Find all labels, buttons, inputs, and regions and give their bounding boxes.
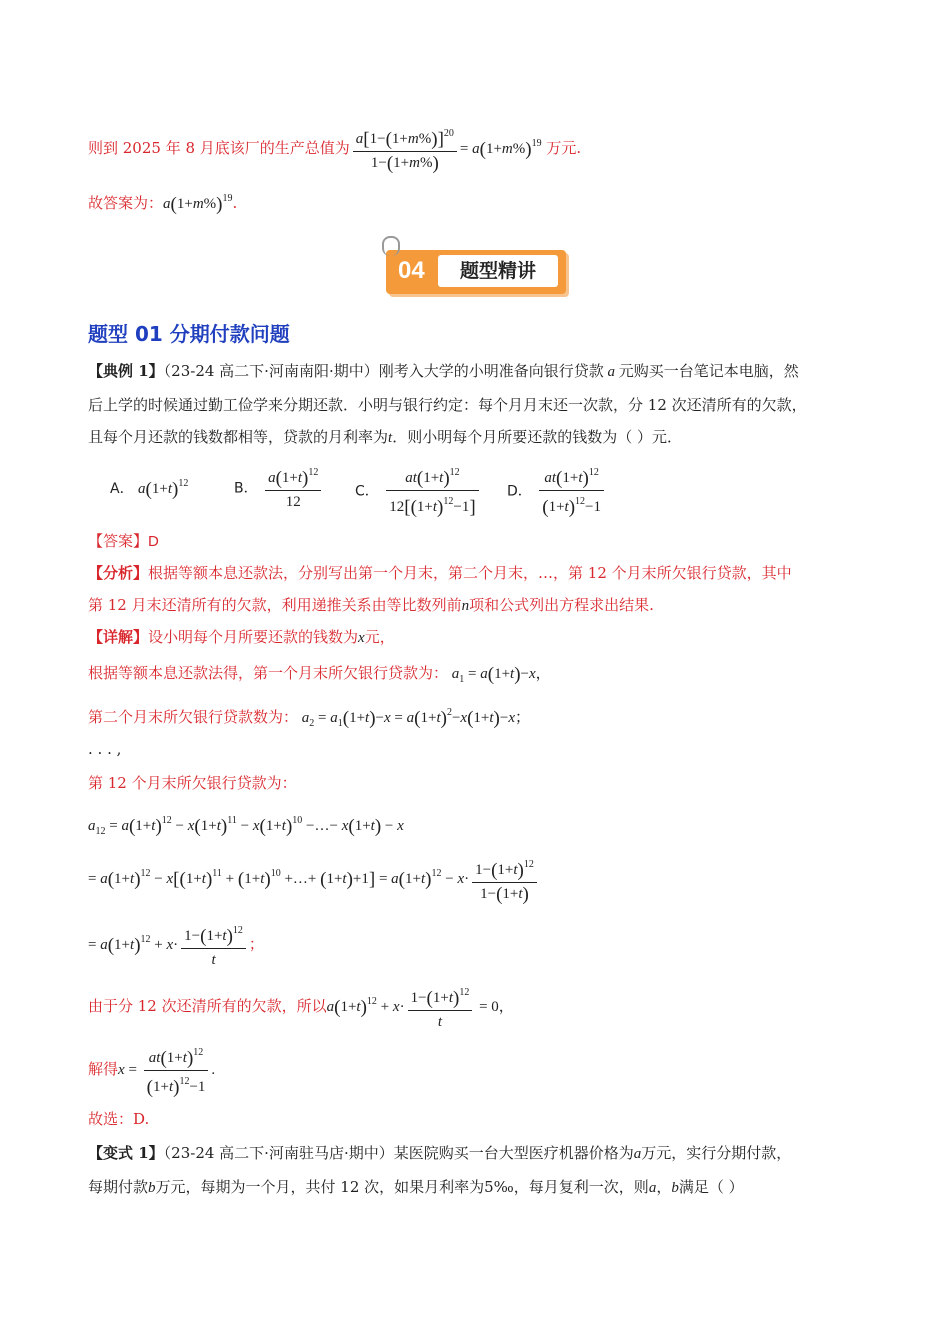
- badge-label: 题型精讲: [438, 255, 558, 287]
- option-c: C． $\frac{at(1+t)^{12}}{12[(1+t)^{12}-1]}$: [355, 462, 482, 519]
- option-a: A． $a(1+t)^{12}$: [110, 478, 189, 500]
- intro-line-1: [88, 120, 862, 175]
- choose-line: 故选：D.: [88, 1110, 150, 1128]
- example-text-3b: ．则小明每个月所要还款的钱数为（ ）元．: [392, 428, 682, 446]
- step-2-line: 第二个月末所欠银行贷款数为： $a_2 = a_1(1+t)-x = a(1+t)^2-x(1+t)-x$；: [88, 707, 531, 729]
- analysis-line-1: [88, 562, 862, 584]
- answer-suffix: .: [232, 194, 238, 212]
- variant-line-2: 每期付款b万元，每期为一个月，共付 12 次，如果月利率为5‰，每月复利一次，则a，b满足（ ）: [88, 1178, 744, 1196]
- analysis-text-2b: 项和公式列出方程求出结果.: [469, 596, 654, 614]
- formula-a12-line-1: $a_{12} = a(1+t)^{12} - x(1+t)^{11} - x(1+t)^{10}$ −…− x(1+t) − x: [88, 815, 404, 837]
- section-badge: [386, 250, 566, 294]
- detail-line-1: 【详解】设小明每个月所要还款的钱数为x元，: [88, 628, 395, 646]
- variant-text-2c: ，: [656, 1178, 672, 1196]
- example-line-2: 后上学的时候通过勤工俭学来分期还款．小明与银行约定：每个月月末还一次款，分 12 次还清所有的欠款，: [88, 396, 807, 414]
- detail-text-1b: 元，: [364, 628, 395, 646]
- variant-line-1: 【变式 1】（23-24 高二下·河南驻马店·期中）某医院购买一台大型医疗机器价格为a万元，实行分期付款，: [88, 1144, 792, 1162]
- conclusion-line: 由于分 12 次还清所有的欠款，所以$a(1+t)^{12} + x\cdot$ $\frac{1-(1+t)^{12}}{t}$ = 0，: [88, 978, 862, 1033]
- solve-text: 解得: [88, 1059, 119, 1078]
- solve-line: 解得x = $\frac{at(1+t)^{12}}{(1+t)^{12}-1}$ .: [88, 1042, 862, 1099]
- step-1-line: 根据等额本息还款法得，第一个月末所欠银行贷款为： $a_1 = a(1+t)-x$，: [88, 664, 551, 685]
- variant-text-1b: 万元，实行分期付款，: [641, 1144, 792, 1162]
- clip-icon: [382, 236, 400, 256]
- step-2-text: 第二个月末所欠银行贷款数为：: [88, 708, 299, 726]
- variant-text-1a: 某医院购买一台大型医疗机器价格为: [393, 1144, 634, 1162]
- example-line-1: 【典例 1】（23-24 高二下·河南南阳·期中）刚考入大学的小明准备向银行贷款 a 元购买一台笔记本电脑，然: [88, 362, 799, 380]
- analysis-line-2: 第 12 月末还清所有的欠款，利用递推关系由等比数列前n项和公式列出方程求出结果.: [88, 596, 654, 614]
- example-text-1b: 元购买一台笔记本电脑，然: [618, 362, 799, 380]
- answer-tag: 【答案】: [88, 532, 149, 550]
- example-tag: 【典例 1】: [88, 362, 164, 380]
- intro-unit: 万元.: [546, 139, 582, 157]
- variant-text-2b: 万元，每期为一个月，共付 12 次，如果月利率为5‰，每月复利一次，则: [155, 1178, 649, 1196]
- step-1-text: 根据等额本息还款法得，第一个月末所欠银行贷款为：: [88, 664, 449, 682]
- formula-sum: $\frac{a[1-(1+m\%)]^{20}}{1-(1+m\%)}$: [353, 123, 457, 175]
- detail-tag: 【详解】: [88, 628, 149, 646]
- formula-a12-line-3: = $a(1+t)^{12} + x\cdot$ $\frac{1-(1+t)^{12}}{t}$ ；: [88, 916, 862, 971]
- intro-text: 则到 2025 年 8 月底该厂的生产总值为: [88, 139, 350, 157]
- option-b: B． $\frac{a(1+t)^{12}}{12}$: [234, 462, 324, 513]
- example-text-3: 且每个月还款的钱数都相等，贷款的月利率为: [88, 428, 389, 446]
- formula-a12-line-2: = $a(1+t)^{12} - x[(1+t)^{11} + (1+t)^{10}$ +…+ $(1+t)+1] = a(1+t)^{12} - x\cdot$ $\frac{1-(1+t)^{12}}{1-(1+t)}$: [88, 850, 862, 906]
- formula-result: = $a(1+m\%)^{19}$: [459, 138, 542, 160]
- analysis-text-2a: 第 12 月末还清所有的欠款，利用递推关系由等比数列前: [88, 596, 462, 614]
- example-source: （23-24 高二下·河南南阳·期中）: [163, 362, 379, 380]
- intro-answer: [88, 188, 862, 216]
- step-12-line: 第 12 个月末所欠银行贷款为：: [88, 774, 297, 792]
- analysis-tag: 【分析】: [88, 564, 149, 582]
- answer-formula: $a(1+m\%)^{19}$: [163, 193, 233, 215]
- option-c-label: C．: [355, 483, 379, 500]
- option-d: D． $\frac{at(1+t)^{12}}{(1+t)^{12}-1}$: [507, 462, 607, 519]
- example-text-1: 刚考入大学的小明准备向银行贷款: [378, 362, 604, 380]
- variant-text-2d: 满足（ ）: [678, 1178, 744, 1196]
- conclusion-text: 由于分 12 次还清所有的欠款，所以: [88, 997, 327, 1015]
- variant-text-2a: 每期付款: [88, 1178, 149, 1196]
- option-b-label: B．: [234, 480, 258, 497]
- section-title: 题型 01 分期付款问题: [88, 322, 290, 346]
- analysis-text-1: 根据等额本息还款法，分别写出第一个月末，第二个月末，…，第 12 个月末所欠银行贷款，其中: [148, 564, 792, 582]
- variant-source: （23-24 高二下·河南驻马店·期中）: [163, 1144, 394, 1162]
- badge-number: 04: [398, 257, 425, 284]
- option-a-label: A．: [110, 481, 134, 497]
- ellipsis-line: . . . ,: [88, 740, 122, 758]
- answer-line: [88, 530, 862, 553]
- variant-tag: 【变式 1】: [88, 1144, 164, 1162]
- answer-value: D: [148, 533, 159, 550]
- answer-prefix: 故答案为：: [88, 194, 164, 212]
- option-d-label: D．: [507, 483, 532, 500]
- example-line-3: 且每个月还款的钱数都相等，贷款的月利率为t．则小明每个月所要还款的钱数为（ ）元．: [88, 428, 682, 446]
- detail-text-1a: 设小明每个月所要还款的钱数为: [148, 628, 359, 646]
